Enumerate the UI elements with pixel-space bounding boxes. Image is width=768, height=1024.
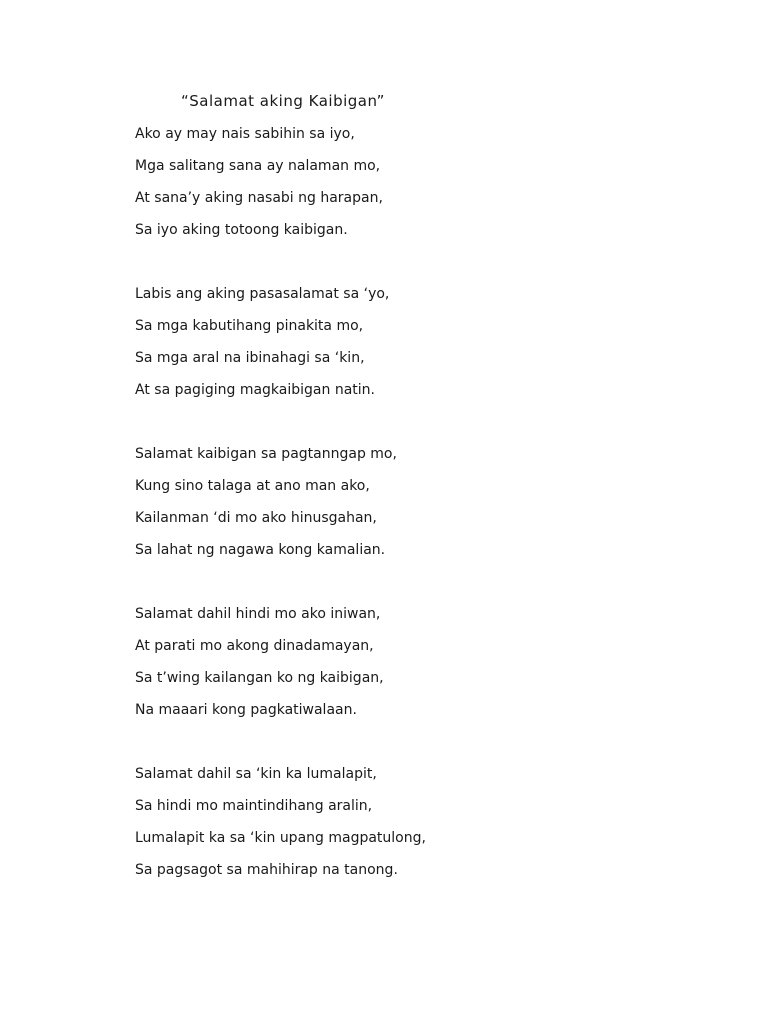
- poem-line: Kailanman ‘di mo ako hinusgahan,: [135, 510, 377, 526]
- stanza-5: [135, 763, 426, 891]
- poem-title: “Salamat aking Kaibigan”: [181, 92, 385, 110]
- poem-line: Kung sino talaga at ano man ako,: [135, 478, 370, 494]
- poem-line: At sana’y aking nasabi ng harapan,: [135, 190, 383, 206]
- stanza-3: [135, 443, 426, 571]
- poem-line: Mga salitang sana ay nalaman mo,: [135, 158, 381, 174]
- poem-line: Ako ay may nais sabihin sa iyo,: [135, 126, 355, 142]
- poem-line: Lumalapit ka sa ‘kin upang magpatulong,: [135, 830, 426, 846]
- poem-line: Salamat dahil sa ‘kin ka lumalapit,: [135, 766, 377, 782]
- poem-line: Sa t’wing kailangan ko ng kaibigan,: [135, 670, 384, 686]
- poem-body: [135, 123, 426, 923]
- stanza-1: [135, 123, 426, 251]
- poem-line: Sa lahat ng nagawa kong kamalian.: [135, 542, 386, 558]
- stanza-2: [135, 283, 426, 411]
- poem-line: At parati mo akong dinadamayan,: [135, 638, 374, 654]
- poem-line: Sa mga kabutihang pinakita mo,: [135, 318, 364, 334]
- poem-line: At sa pagiging magkaibigan natin.: [135, 382, 375, 398]
- poem-line: Sa mga aral na ibinahagi sa ‘kin,: [135, 350, 365, 366]
- poem-line: Sa hindi mo maintindihang aralin,: [135, 798, 373, 814]
- poem-line: Salamat dahil hindi mo ako iniwan,: [135, 606, 381, 622]
- poem-line: Sa pagsagot sa mahihirap na tanong.: [135, 862, 398, 878]
- poem-line: Sa iyo aking totoong kaibigan.: [135, 222, 348, 238]
- stanza-4: [135, 603, 426, 731]
- poem-line: Labis ang aking pasasalamat sa ‘yo,: [135, 286, 390, 302]
- poem-line: Na maaari kong pagkatiwalaan.: [135, 702, 357, 718]
- poem-line: Salamat kaibigan sa pagtanngap mo,: [135, 446, 397, 462]
